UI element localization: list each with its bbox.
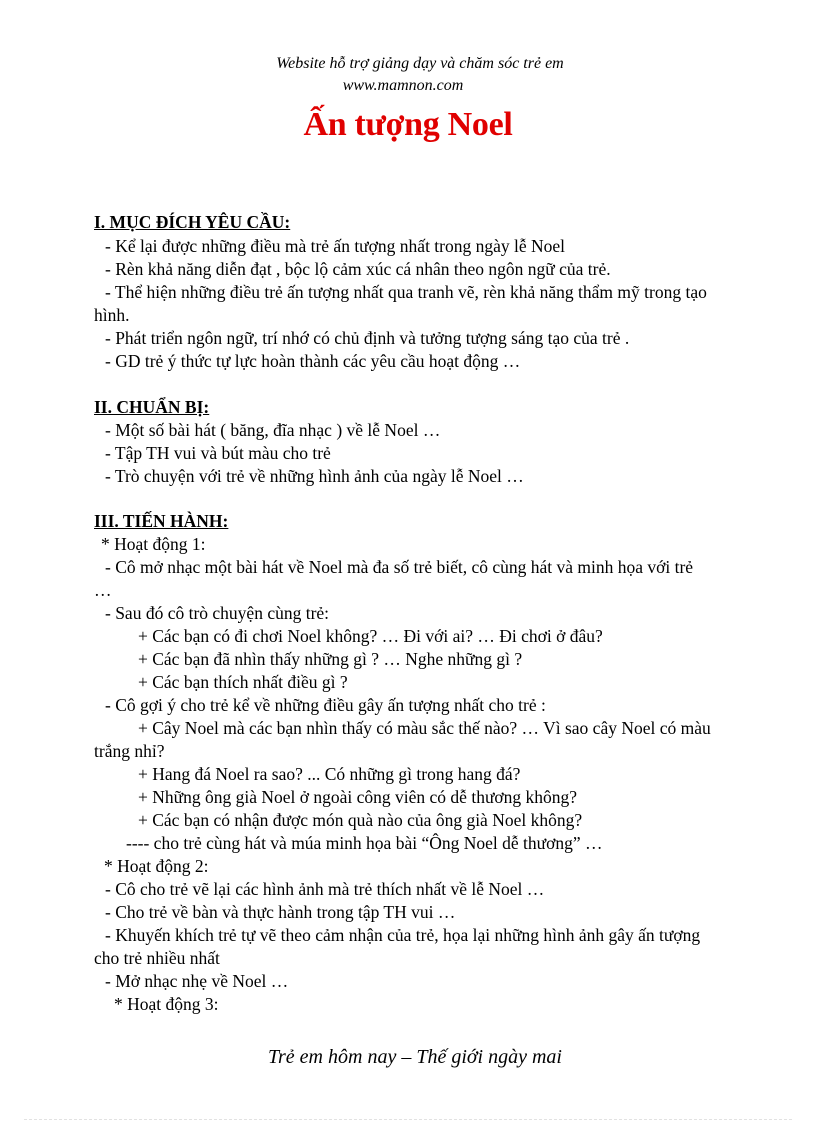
list-item: - Một số bài hát ( băng, đĩa nhạc ) về lễ Noel …	[105, 420, 441, 440]
list-item: + Các bạn có đi chơi Noel không? … Đi với ai? … Đi chơi ở đâu?	[138, 626, 603, 646]
list-item: ---- cho trẻ cùng hát và múa minh họa bài “Ông Noel dễ thương” …	[126, 833, 603, 853]
list-item: + Những ông già Noel ở ngoài công viên có dễ thương không?	[138, 787, 578, 807]
list-item: - Khuyến khích trẻ tự vẽ theo cảm nhận của trẻ, họa lại những hình ảnh gây ấn tượng	[105, 925, 701, 945]
list-item: - Rèn khả năng diễn đạt , bộc lộ cảm xúc cá nhân theo ngôn ngữ của trẻ.	[105, 259, 611, 279]
section-heading-preparation: II. CHUẨN BỊ:	[94, 397, 210, 417]
section-heading-procedure: III. TIẾN HÀNH:	[94, 511, 229, 531]
list-item: cho trẻ nhiều nhất	[94, 948, 220, 968]
list-item: + Hang đá Noel ra sao? ... Có những gì trong hang đá?	[138, 764, 521, 784]
list-item: - GD trẻ ý thức tự lực hoàn thành các yêu cầu hoạt động …	[105, 351, 521, 371]
page-title: Ấn tượng Noel	[303, 106, 513, 143]
list-item: - Tập TH vui và bút màu cho trẻ	[105, 443, 331, 463]
list-item: hình.	[94, 305, 130, 325]
list-item: - Kể lại được những điều mà trẻ ấn tượng nhất trong ngày lễ Noel	[105, 236, 566, 256]
list-item: - Sau đó cô trò chuyện cùng trẻ:	[105, 603, 330, 623]
site-tagline: Website hỗ trợ giảng dạy và chăm sóc trẻ em	[276, 55, 564, 72]
list-item: …	[94, 580, 112, 600]
footer-slogan: Trẻ em hôm nay – Thế giới ngày mai	[268, 1046, 562, 1068]
list-item: + Cây Noel mà các bạn nhìn thấy có màu sắc thế nào? … Vì sao cây Noel có màu	[138, 718, 711, 738]
list-item: - Cô gợi ý cho trẻ kể về những điều gây ấn tượng nhất cho trẻ :	[105, 695, 546, 715]
site-url: www.mamnon.com	[342, 77, 464, 94]
list-item: - Cô mở nhạc một bài hát về Noel mà đa số trẻ biết, cô cùng hát và minh họa với trẻ	[105, 557, 694, 577]
list-item: - Trò chuyện với trẻ về những hình ảnh của ngày lễ Noel …	[105, 466, 524, 486]
activity-heading: * Hoạt động 2:	[104, 856, 209, 876]
page-divider	[24, 1119, 792, 1120]
section-heading-purpose: I. MỤC ĐÍCH YÊU CẦU:	[94, 212, 291, 232]
list-item: - Thể hiện những điều trẻ ấn tượng nhất qua tranh vẽ, rèn khả năng thẩm mỹ trong tạo	[105, 282, 707, 302]
activity-heading: * Hoạt động 3:	[114, 994, 219, 1014]
list-item: - Cô cho trẻ vẽ lại các hình ảnh mà trẻ thích nhất về lễ Noel …	[105, 879, 545, 899]
list-item: trắng nhỉ?	[94, 741, 165, 761]
list-item: - Cho trẻ về bàn và thực hành trong tập TH vui …	[105, 902, 456, 922]
list-item: + Các bạn có nhận được món quà nào của ông già Noel không?	[138, 810, 583, 830]
activity-heading: * Hoạt động 1:	[101, 534, 206, 554]
list-item: + Các bạn thích nhất điều gì ?	[138, 672, 348, 692]
list-item: - Mở nhạc nhẹ về Noel …	[105, 971, 289, 991]
list-item: - Phát triển ngôn ngữ, trí nhớ có chủ định và tưởng tượng sáng tạo của trẻ .	[105, 328, 630, 348]
list-item: + Các bạn đã nhìn thấy những gì ? … Nghe những gì ?	[138, 649, 523, 669]
